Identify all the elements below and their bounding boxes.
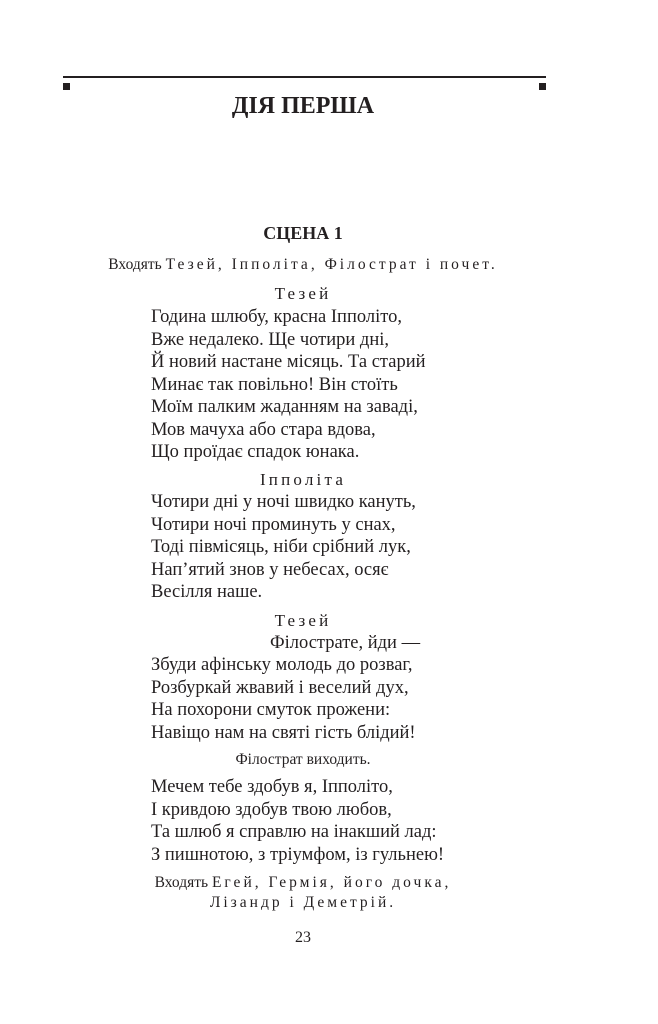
verse-line: Чотири дні у ночі швидко кануть, <box>151 492 416 512</box>
verse-line: Вже недалеко. Ще чотири дні, <box>151 329 390 350</box>
verse-line: Година шлюбу, красна Іпполіто, <box>151 307 402 327</box>
verse-block-4 <box>151 776 444 866</box>
stage-direction-enter-1 <box>0 255 606 275</box>
speaker-name: Іпполіта <box>259 470 347 489</box>
left-square-ornament <box>63 83 70 90</box>
scene-title: СЦЕНА 1 <box>263 223 343 243</box>
verse-line: Збуди афінську молодь до розваг, <box>151 655 413 675</box>
stage-names: Тезей, Іпполіта, Філострат і почет. <box>165 256 498 273</box>
verse-block-2 <box>151 491 416 604</box>
verse-line: Що проїдає спадок юнака. <box>151 442 360 462</box>
verse-line: На похорони смуток прожени: <box>151 700 391 720</box>
verse-line: Навіщо нам на святі гість блідий! <box>151 722 416 743</box>
verse-line: Мечем тебе здобув я, Іпполіто, <box>151 777 393 797</box>
stage-verb: Входять <box>154 874 209 891</box>
stage-verb: Входять <box>108 256 162 273</box>
verse-block-3 <box>151 654 416 744</box>
speaker-name: Тезей <box>274 284 332 303</box>
verse-line: Чотири ночі проминуть у снах, <box>151 514 396 535</box>
verse-line: Та шлюб я справлю на інакший лад: <box>151 822 437 842</box>
right-square-ornament <box>539 83 546 90</box>
stage-direction-enter-2-line-2: Лізандр і Деметрій. <box>209 894 397 911</box>
verse-line: Й новий настане місяць. Та старий <box>151 352 426 372</box>
verse-line-indented: Філострате, йди — <box>270 633 421 653</box>
stage-direction-exit: Філострат виходить. <box>235 751 371 768</box>
stage-names: Егей, Гермія, його дочка, <box>211 874 452 891</box>
verse-line: З пишнотою, з тріумфом, із гульнею! <box>151 844 445 865</box>
speaker-name: Тезей <box>274 611 332 630</box>
page-number: 23 <box>295 929 311 946</box>
verse-line: Минає так повільно! Він стоїть <box>151 374 398 395</box>
verse-line: Весілля наше. <box>151 582 263 602</box>
verse-line: І кривдою здобув твою любов, <box>151 799 392 820</box>
verse-line: Розбуркай жвавий і веселий дух, <box>151 677 409 698</box>
verse-line: Моїм палким жаданням на заваді, <box>151 397 418 417</box>
stage-direction-enter-2-line-1 <box>0 873 606 893</box>
verse-block-1 <box>151 306 426 464</box>
header-rule <box>63 76 546 78</box>
verse-line: Нап’ятий знов у небесах, осяє <box>151 559 389 580</box>
act-title: ДІЯ ПЕРША <box>231 93 375 119</box>
verse-line: Тоді півмісяць, ніби срібний лук, <box>151 537 411 557</box>
verse-line: Мов мачуха або стара вдова, <box>151 419 376 440</box>
